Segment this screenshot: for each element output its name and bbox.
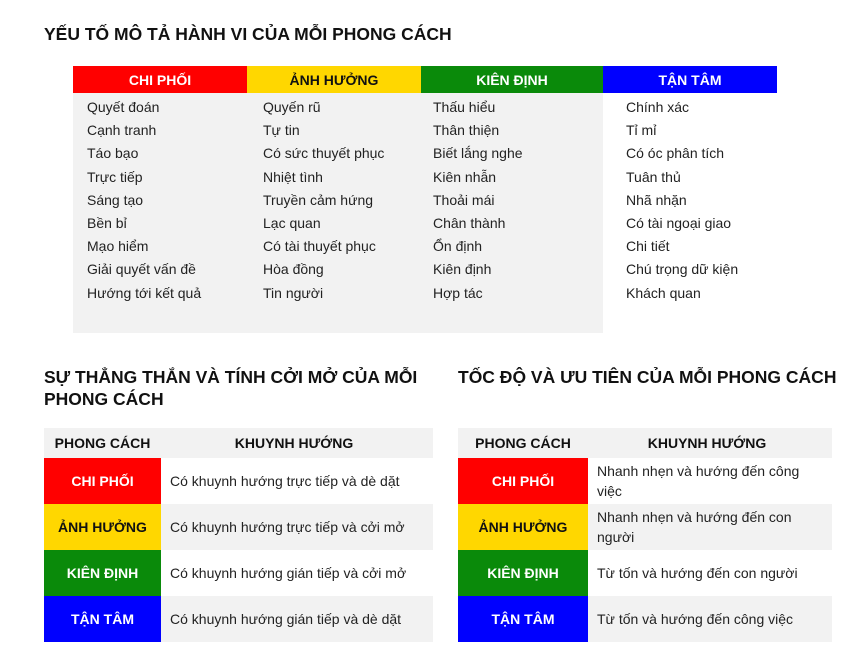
tendency-cell: Có khuynh hướng trực tiếp và dè dặt [161, 458, 433, 504]
table-row [458, 458, 832, 504]
trait-item: Có sức thuyết phục [263, 145, 385, 162]
trait-item: Có tài ngoại giao [626, 214, 732, 231]
header-tendency: KHUYNH HƯỚNG [588, 428, 832, 458]
trait-item: Cạnh tranh [87, 122, 157, 139]
table-row [458, 596, 832, 642]
trait-item: Mạo hiểm [87, 238, 149, 255]
tendency-cell: Từ tốn và hướng đến con người [588, 550, 832, 596]
header-style: PHONG CÁCH [44, 428, 161, 458]
style-cell: ẢNH HƯỞNG [458, 504, 588, 550]
behavior-table-header [73, 66, 777, 93]
table-row [44, 458, 433, 504]
tendency-cell: Có khuynh hướng gián tiếp và dè dặt [161, 596, 433, 642]
header-dominance: CHI PHỐI [73, 66, 247, 93]
header-style: PHONG CÁCH [458, 428, 588, 458]
trait-item: Chân thành [433, 214, 506, 231]
behavior-table [73, 66, 777, 333]
style-cell: KIÊN ĐỊNH [44, 550, 161, 596]
pace-table-header [458, 428, 832, 458]
trait-item: Trực tiếp [87, 168, 143, 185]
trait-item: Lạc quan [263, 214, 321, 231]
trait-item: Giải quyết vấn đề [87, 261, 196, 278]
directness-title: SỰ THẲNG THẮN VÀ TÍNH CỞI MỞ CỦA MỖI PHONG CÁCH [44, 367, 418, 409]
style-cell: ẢNH HƯỞNG [44, 504, 161, 550]
trait-item: Tỉ mỉ [626, 122, 657, 139]
style-cell: TẬN TÂM [44, 596, 161, 642]
trait-item: Có óc phân tích [626, 145, 725, 162]
header-steadiness: KIÊN ĐỊNH [421, 66, 603, 93]
directness-table-header [44, 428, 433, 458]
column-steadiness [421, 93, 603, 333]
tendency-cell: Có khuynh hướng trực tiếp và cởi mở [161, 504, 433, 550]
directness-table [44, 428, 433, 642]
pace-table [458, 428, 832, 642]
column-conscientiousness [603, 93, 777, 333]
tendency-cell: Có khuynh hướng gián tiếp và cởi mở [161, 550, 433, 596]
table-row [44, 550, 433, 596]
trait-item: Có tài thuyết phục [263, 238, 376, 255]
trait-item: Khách quan [626, 284, 701, 301]
trait-item: Hợp tác [433, 284, 483, 301]
header-conscientiousness: TẬN TÂM [603, 66, 777, 93]
trait-item: Ổn định [433, 238, 483, 255]
style-cell: CHI PHỐI [458, 458, 588, 504]
trait-item: Nhiệt tình [263, 168, 323, 185]
tendency-cell: Từ tốn và hướng đến công việc [588, 596, 832, 642]
trait-item: Biết lắng nghe [433, 145, 523, 162]
behavior-table-body [73, 93, 777, 333]
trait-item: Quyết đoán [87, 99, 160, 115]
tendency-cell: Nhanh nhẹn và hướng đến con người [588, 504, 832, 550]
table-row [458, 550, 832, 596]
trait-item: Tuân thủ [626, 168, 681, 185]
trait-item: Chú trọng dữ kiện [626, 261, 739, 278]
trait-item: Tin người [263, 284, 324, 301]
trait-item: Hướng tới kết quả [87, 284, 202, 301]
column-dominance [73, 93, 247, 333]
trait-item: Truyền cảm hứng [263, 191, 374, 208]
table-row [44, 596, 433, 642]
table-row [44, 504, 433, 550]
style-cell: KIÊN ĐỊNH [458, 550, 588, 596]
trait-item: Thân thiện [433, 122, 500, 139]
header-tendency: KHUYNH HƯỚNG [161, 428, 433, 458]
trait-item: Thấu hiểu [433, 99, 496, 115]
trait-item: Hòa đồng [263, 261, 324, 278]
trait-item: Bền bỉ [87, 214, 127, 231]
trait-item: Táo bạo [87, 145, 139, 162]
trait-item: Chi tiết [626, 238, 670, 255]
pace-title: TỐC ĐỘ VÀ ƯU TIÊN CỦA MỖI PHONG CÁCH [458, 367, 837, 387]
table-row [458, 504, 832, 550]
trait-item: Kiên định [433, 261, 492, 278]
tendency-cell: Nhanh nhẹn và hướng đến công việc [588, 458, 832, 504]
trait-item: Thoải mái [433, 191, 495, 208]
header-influence: ẢNH HƯỞNG [247, 66, 421, 93]
style-cell: CHI PHỐI [44, 458, 161, 504]
style-cell: TẬN TÂM [458, 596, 588, 642]
behavior-title: YẾU TỐ MÔ TẢ HÀNH VI CỦA MỖI PHONG CÁCH [44, 24, 452, 44]
trait-item: Tự tin [263, 122, 300, 139]
trait-item: Kiên nhẫn [433, 168, 497, 185]
trait-item: Chính xác [626, 99, 690, 115]
trait-item: Nhã nhặn [626, 191, 687, 208]
column-influence [247, 93, 421, 333]
trait-item: Sáng tạo [87, 191, 144, 208]
trait-item: Quyến rũ [263, 99, 321, 115]
